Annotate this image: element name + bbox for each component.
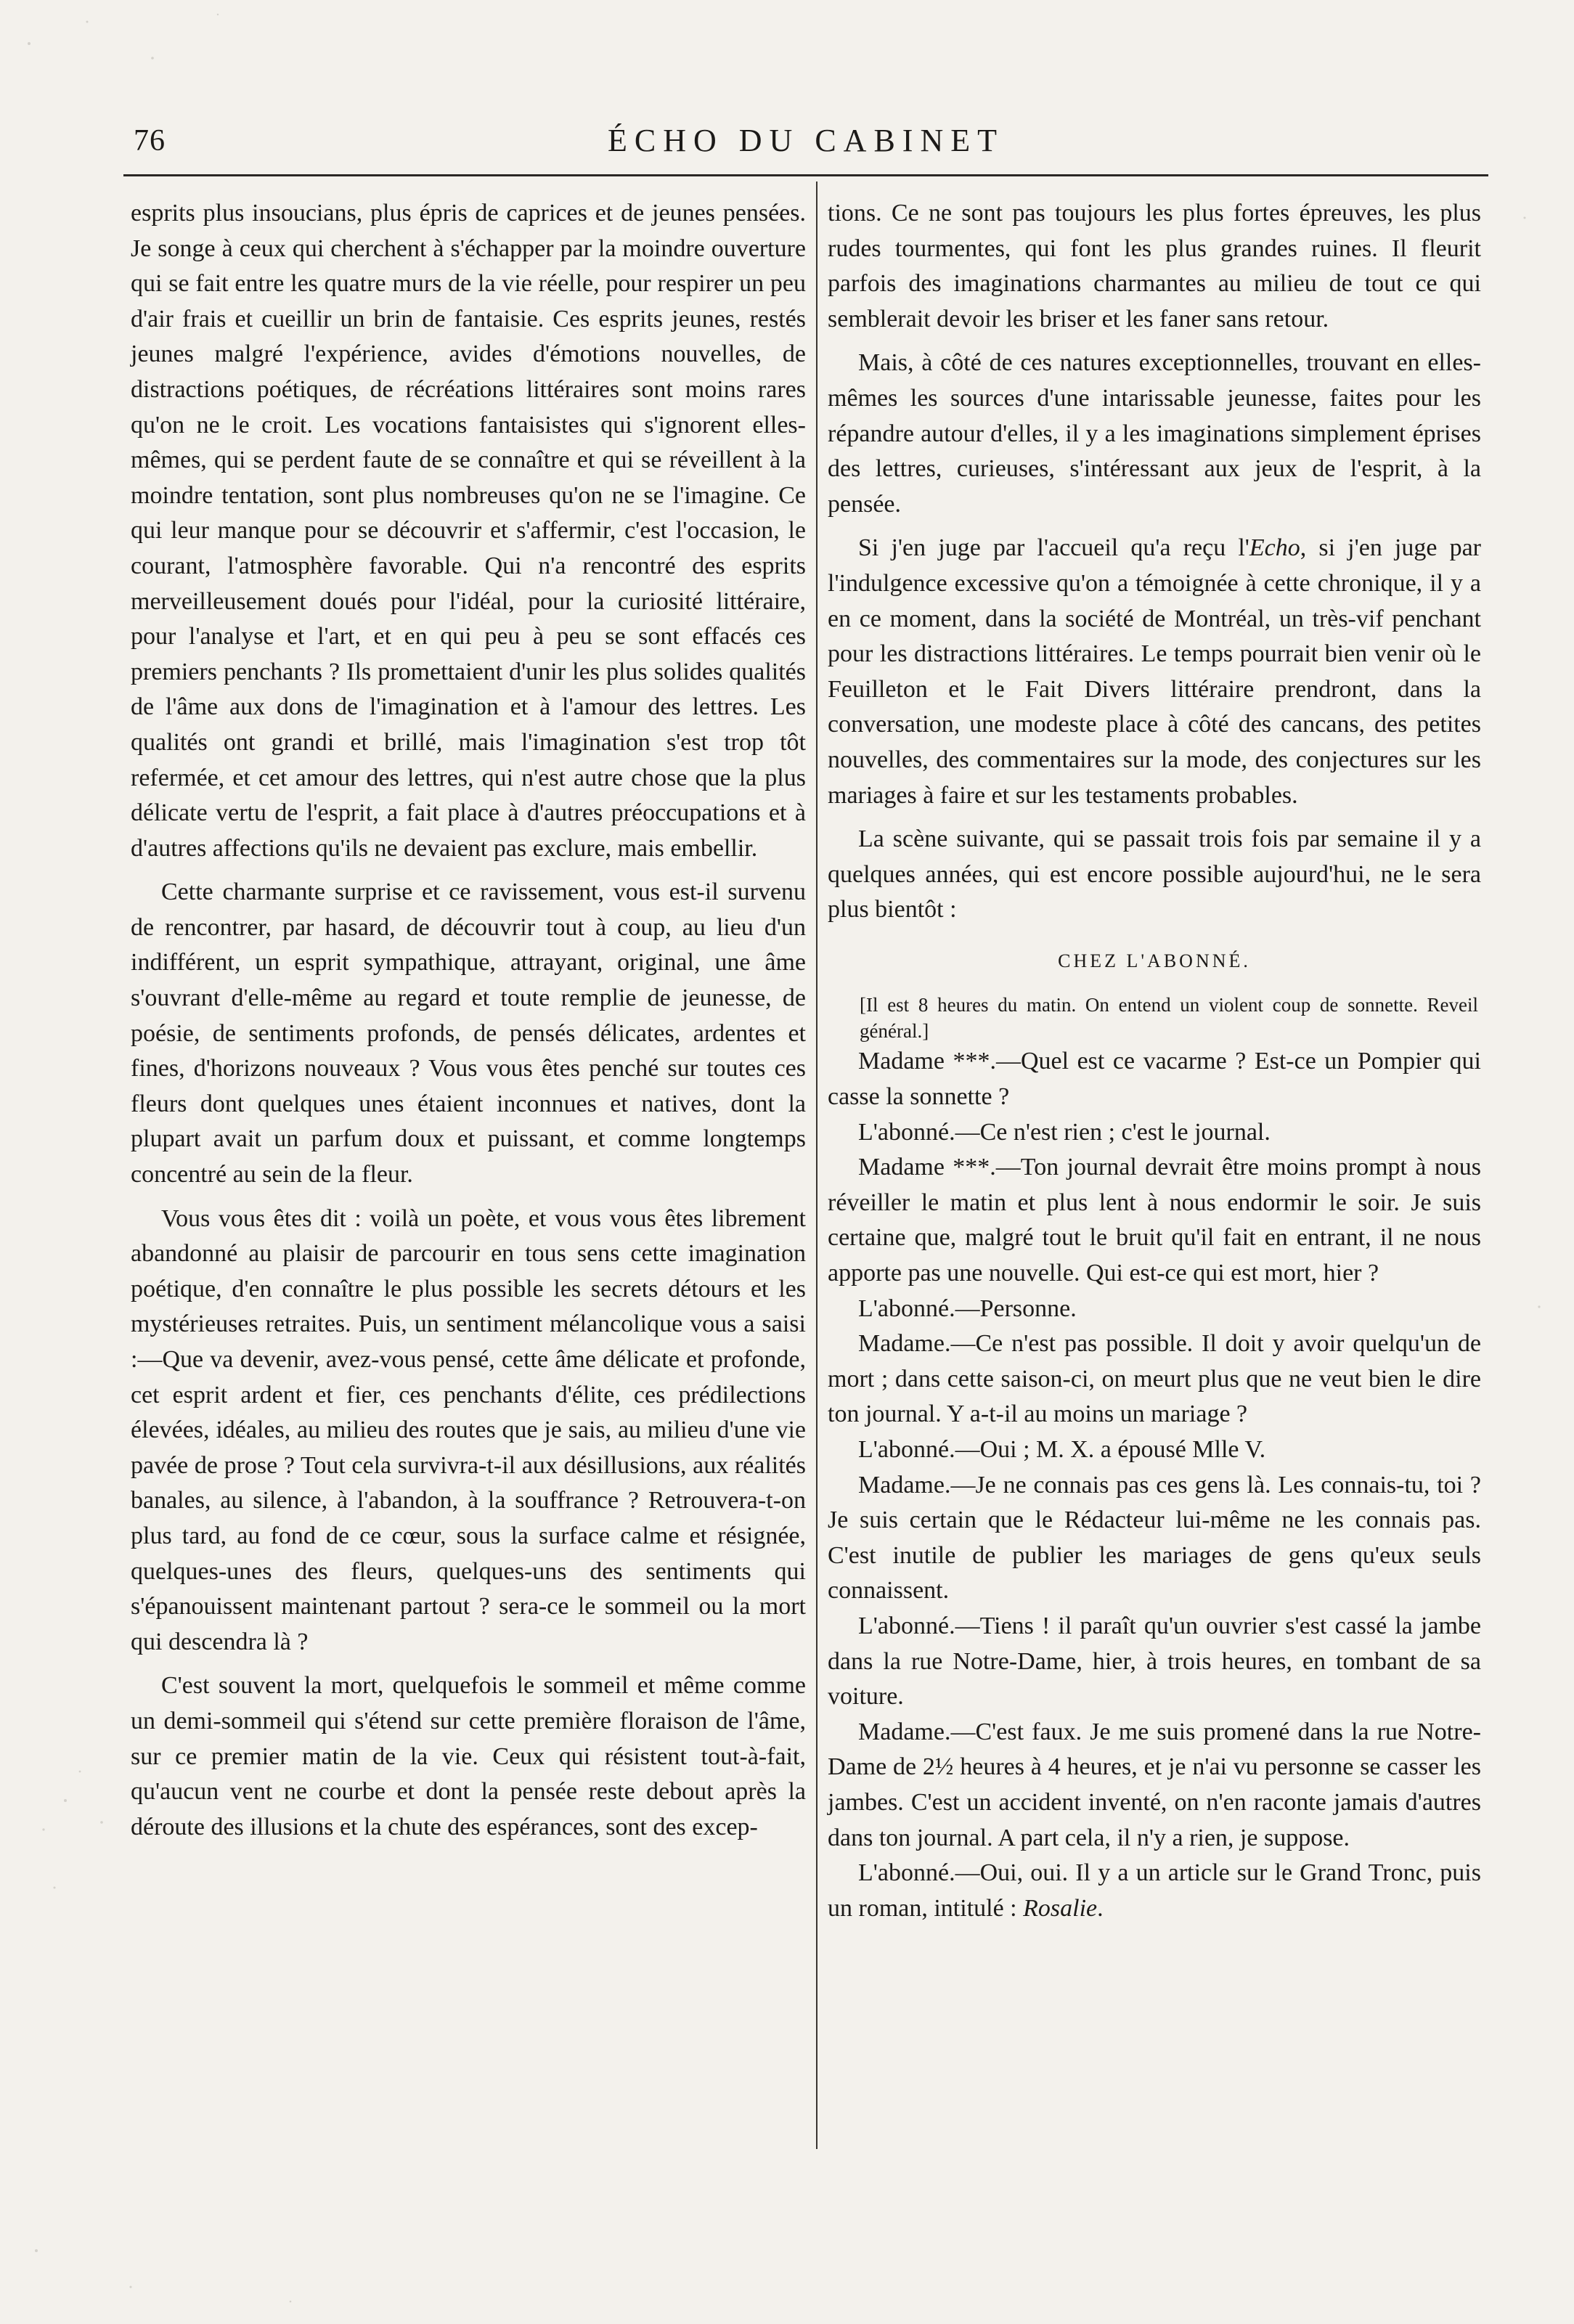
text-run: . [1097,1894,1104,1922]
journal-title: ÉCHO DU CABINET [608,123,1004,158]
right-column [828,196,1481,1926]
dialogue-line: Madame ***.—Quel est ce vacarme ? Est-ce un Pompier qui casse la sonnette ? [828,1048,1481,1111]
dialogue-line: L'abonné.—Oui ; M. X. a épousé Mlle V. [858,1436,1266,1463]
left-column [131,196,806,1845]
dialogue-line: L'abonné.—Personne. [858,1294,1077,1322]
dialogue-line [828,1856,1481,1926]
text-run: Si j'en juge par l'accueil qu'a reçu l' [858,534,1249,562]
dialogue-line: L'abonné.—Tiens ! il paraît qu'un ouvrier s'est cassé la jambe dans la rue Notre-Dame, hier, à trois heures, en tombant de sa voiture. [828,1612,1481,1711]
dialogue-line: Madame.—C'est faux. Je me suis promené dans la rue Notre-Dame de 2½ heures à 4 heures, et je n'ai vu personne se casser les jambes. C'est un accident inventé, on n'en raconte jamais d'autres dans ton journal. A part cela, il n'y a rien, je suppose. [828,1718,1481,1851]
column-divider [816,182,817,2149]
page-number: 76 [134,124,166,158]
paragraph: Cette charmante surprise et ce ravissement, vous est-il survenu de rencontrer, par hasard, de découvrir tout à coup, au lieu d'un indifférent, un esprit sympathique, attrayant, original, une âme s'ouvrant d'elle-même au regard et toute remplie de jeunesse, de poésie, de sentiments profonds, de pensés délicates, ardentes et fines, d'horizons nouveaux ? Vous vous êtes penché sur toutes ces fleurs dont quelques unes étaient inconnues et natives, dont la plupart avait un parfum doux et puissant, et comme longtemps concentré au sein de la fleur. [131,878,806,1188]
page-header [123,116,1488,174]
dialogue-line: Madame.—Je ne connais pas ces gens là. Les connais-tu, toi ? Je suis certain que le Rédacteur lui-même ne les connais pas. C'est inutile de publier les mariages de gens qu'eux seuls connaissent. [828,1471,1481,1605]
dialogue-line: Madame.—Ce n'est pas possible. Il doit y avoir quelqu'un de mort ; dans cette saison-ci, on meurt plus que ne veut bien le dire ton journal. Y a-t-il au moins un mariage ? [828,1330,1481,1428]
paragraph: C'est souvent la mort, quelquefois le sommeil et même comme un demi-sommeil qui s'étend sur cette première floraison de l'âme, sur ce premier matin de la vie. Ceux qui résistent tout-à-fait, qu'aucun vent ne courbe et dont la pensée reste debout après la déroute des illusions et la chute des espérances, sont des excep- [131,1672,806,1840]
paragraph: Mais, à côté de ces natures exceptionnelles, trouvant en elles-mêmes les sources d'une intarissable jeunesse, faites pour les répandre autour d'elles, il y a les imaginations simplement éprises des lettres, curieuses, s'intéressant aux jeux de l'esprit, à la pensée. [828,349,1481,518]
paragraph: tions. Ce ne sont pas toujours les plus fortes épreuves, les plus rudes tourmentes, qui font les plus grandes ruines. Il fleurit parfois des imaginations charmantes au milieu de tout ce qui semblerait devoir les briser et les faner sans retour. [828,200,1481,333]
novel-title-italic: Rosalie [1023,1894,1098,1922]
text-run: L'abonné.—Oui, oui. Il y a un article sur le Grand Tronc, puis un roman, intitulé : [828,1859,1481,1922]
dialogue-line: Madame ***.—Ton journal devrait être moins prompt à nous réveiller le matin et plus lent à nous endormir le soir. Je suis certaine que, malgré tout le bruit qu'il fait en entrant, il ne nous apporte pas une nouvelle. Qui est-ce qui est mort, hier ? [828,1154,1481,1287]
header-rule [123,174,1488,176]
journal-name-italic: Echo [1249,534,1300,562]
paragraph [828,531,1481,813]
paragraph: La scène suivante, qui se passait trois fois par semaine il y a quelques années, qui est encore possible aujourd'hui, ne le sera plus bientôt : [828,825,1481,924]
text-run: , si j'en juge par l'indulgence excessive qu'on a témoignée à cette chronique, il y a en ce moment, dans la société de Montréal, un très-vif penchant pour les distractions littéraires. Le temps pourrait bien venir où le Feuilleton et le Fait Divers littéraire prendront, dans la conversation, une modeste place à côté des cancans, des petites nouvelles, des commentaires sur la mode, des conjectures sur les mariages à faire et sur les testaments probables. [828,534,1481,809]
paragraph: Vous vous êtes dit : voilà un poète, et vous vous êtes librement abandonné au plaisir de parcourir en tous sens cette imagination poétique, d'en connaître le plus possible les secrets détours et les mystérieuses retraites. Puis, un sentiment mélancolique vous a saisi :—Que va devenir, avez-vous pensé, cette âme délicate et profonde, cet esprit ardent et fier, ces penchants d'élite, ces prédilections élevées, idéales, au milieu des routes que je sais, au milieu d'une vie pavée de prose ? Tout cela survivra-t-il aux désillusions, aux réalités banales, au silence, à l'abandon, à la souffrance ? Retrouvera-t-on plus tard, au fond de ce cœur, sous la surface calme et résignée, quelques-unes des fleurs, quelques-uns des sentiments qui s'épanouissent maintenant partout ? sera-ce le sommeil ou la mort qui descendra là ? [131,1204,806,1655]
paragraph: esprits plus insoucians, plus épris de caprices et de jeunes pensées. Je songe à ceux qui cherchent à s'échapper par la moindre ouverture qui se fait entre les quatre murs de la vie réelle, pour respirer un peu d'air frais et cueillir un brin de fantaisie. Ces esprits jeunes, restés jeunes malgré l'expérience, avides d'émotions nouvelles, de distractions poétiques, de récréations littéraires sont moins rares qu'on ne le croit. Les vocations fantaisistes qui s'ignorent elles-mêmes, qui se perdent faute de se connaître et qui se réveillent à la moindre tentation, sont plus nombreuses qu'on ne se l'imagine. Ce qui leur manque pour se découvrir et s'affermir, c'est l'occasion, le courant, l'atmosphère favorable. Qui n'a rencontré des esprits merveilleusement doués pour l'idéal, pour la curiosité littéraire, pour l'analyse et l'art, et en qui peu à peu se sont effacés ces premiers penchants ? Ils promettaient d'unir les plus solides qualités de l'âme aux dons de l'imagination et à l'amour des lettres. Les qualités ont grandi et brillé, mais l'imagination s'est trop tôt refermée, et cet amour des lettres, qui n'est autre chose que la plus délicate vertu de l'esprit, a fait place à d'autres préoccupations et à d'autres affections qu'ils ne devaient pas exclure, mais embellir. [131,200,806,862]
scene-title: CHEZ L'ABONNÉ. [1058,950,1251,971]
dialogue-line: L'abonné.—Ce n'est rien ; c'est le journal. [858,1118,1271,1146]
stage-direction: [Il est 8 heures du matin. On entend un violent coup de sonnette. Reveil général.] [860,994,1478,1043]
